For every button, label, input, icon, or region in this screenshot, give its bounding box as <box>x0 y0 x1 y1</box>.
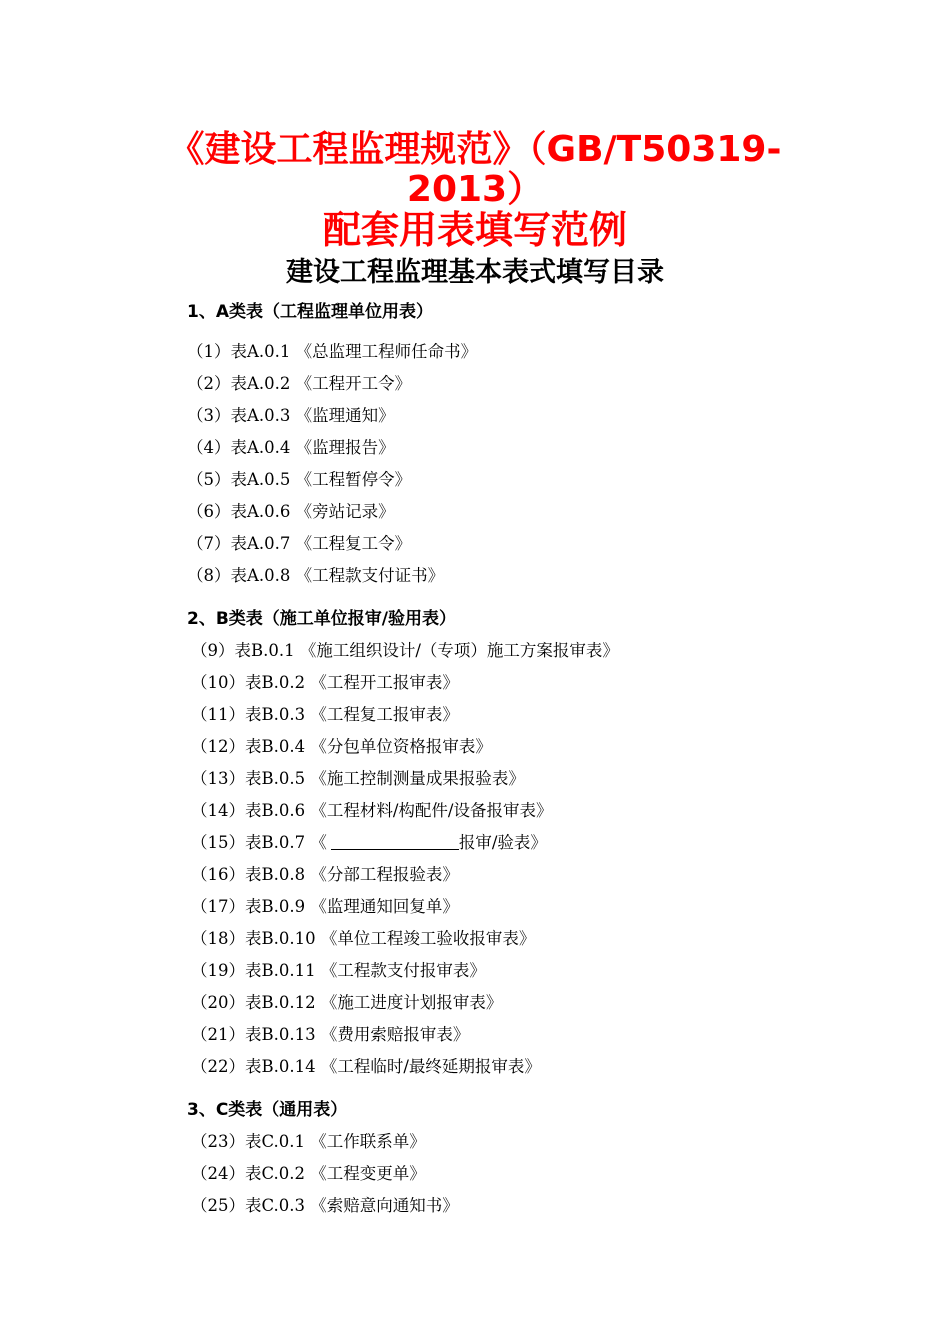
list-item: （25）表C.0.3 《索赔意向通知书》 <box>191 1196 459 1215</box>
list-item: （18）表B.0.10 《单位工程竣工验收报审表》 <box>191 929 536 948</box>
section-a-list <box>187 336 477 592</box>
list-item: （20）表B.0.12 《施工进度计划报审表》 <box>191 993 503 1012</box>
list-item: （8）表A.0.8 《工程款支付证书》 <box>187 566 445 585</box>
list-item: （21）表B.0.13 《费用索赔报审表》 <box>191 1025 470 1044</box>
section-c-list <box>191 1126 459 1222</box>
document-title-line-2: 2013） <box>406 169 544 210</box>
section-b-heading: 2、B类表（施工单位报审/验用表） <box>187 609 456 629</box>
list-item: （23）表C.0.1 《工作联系单》 <box>191 1132 426 1151</box>
list-item: （10）表B.0.2 《工程开工报审表》 <box>191 673 459 692</box>
document-title-line-3: 配套用表填写范例 <box>322 208 627 252</box>
list-item: （2）表A.0.2 《工程开工令》 <box>187 374 412 393</box>
list-item: （17）表B.0.9 《监理通知回复单》 <box>191 897 459 916</box>
list-item: （19）表B.0.11 《工程款支付报审表》 <box>191 961 486 980</box>
list-item: （7）表A.0.7 《工程复工令》 <box>187 534 412 553</box>
list-item-with-blank <box>191 827 619 859</box>
list-item-suffix: 报审/验表》 <box>458 833 547 852</box>
fill-in-blank-line <box>331 831 459 850</box>
list-item: （1）表A.0.1 《总监理工程师任命书》 <box>187 342 478 361</box>
list-item: （24）表C.0.2 《工程变更单》 <box>191 1164 426 1183</box>
list-item: （11）表B.0.3 《工程复工报审表》 <box>191 705 459 724</box>
list-item: （3）表A.0.3 《监理通知》 <box>187 406 395 425</box>
section-a-heading: 1、A类表（工程监理单位用表） <box>187 302 433 322</box>
list-item: （6）表A.0.6 《旁站记录》 <box>187 502 395 521</box>
document-subtitle: 建设工程监理基本表式填写目录 <box>286 257 664 288</box>
document-title-line-1: 《建设工程监理规范》（GB/T50319- <box>168 129 782 170</box>
list-item: （4）表A.0.4 《监理报告》 <box>187 438 395 457</box>
list-item: （16）表B.0.8 《分部工程报验表》 <box>191 865 459 884</box>
list-item: （13）表B.0.5 《施工控制测量成果报验表》 <box>191 769 525 788</box>
list-item: （9）表B.0.1 《施工组织设计/（专项）施工方案报审表》 <box>191 641 619 660</box>
section-c-heading: 3、C类表（通用表） <box>187 1100 348 1120</box>
list-item: （14）表B.0.6 《工程材料/构配件/设备报审表》 <box>191 801 553 820</box>
list-item: （12）表B.0.4 《分包单位资格报审表》 <box>191 737 492 756</box>
list-item: （22）表B.0.14 《工程临时/最终延期报审表》 <box>191 1057 541 1076</box>
list-item-prefix: （15）表B.0.7 《 <box>191 833 327 852</box>
section-b-list <box>191 635 619 1083</box>
list-item: （5）表A.0.5 《工程暂停令》 <box>187 470 412 489</box>
